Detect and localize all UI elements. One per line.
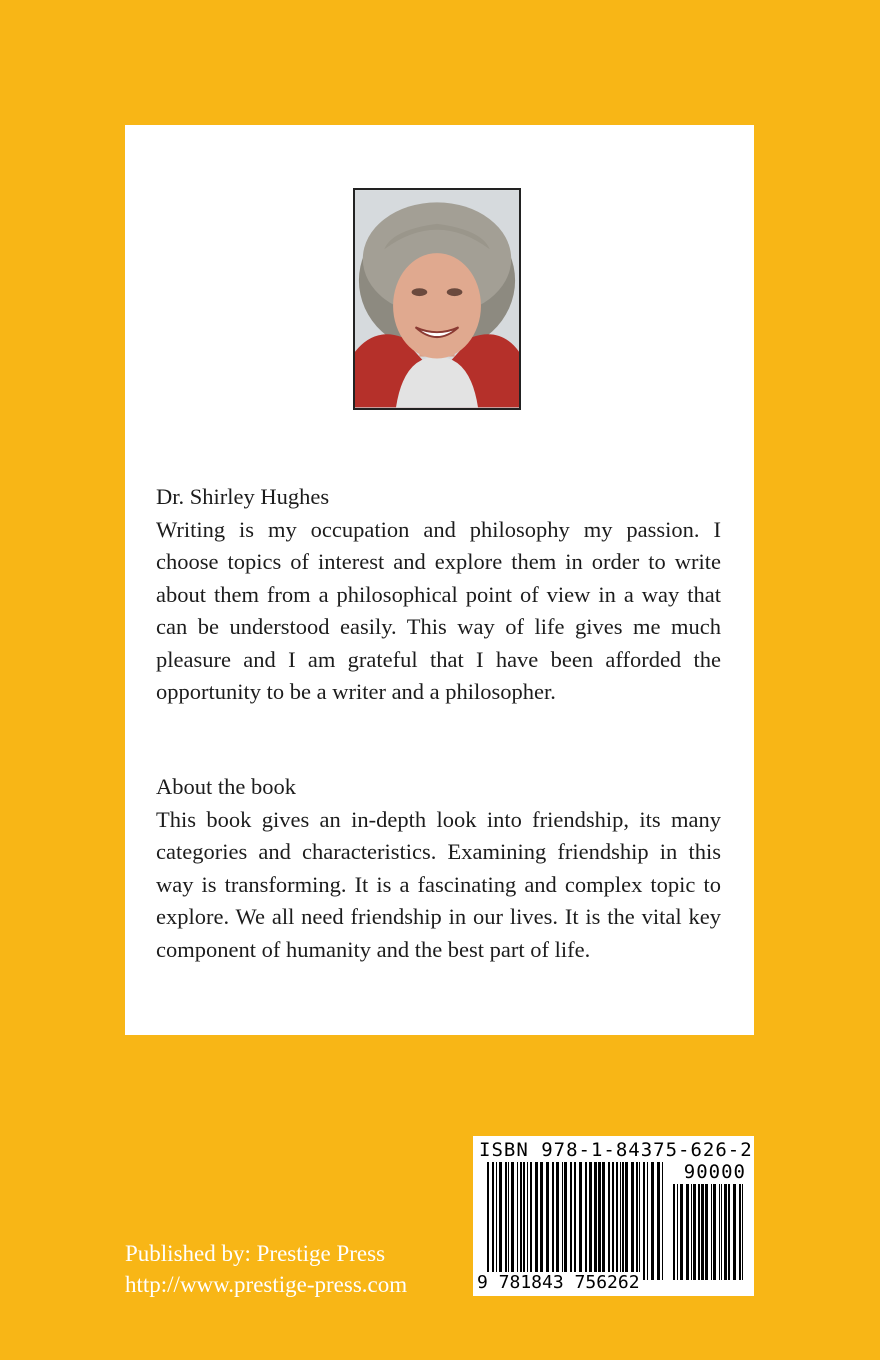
barcode-bar [625, 1162, 628, 1280]
addon-barcode-bars [673, 1184, 747, 1280]
barcode-bar [556, 1162, 559, 1280]
barcode-bar [598, 1162, 601, 1280]
barcode-bar [608, 1162, 610, 1280]
publisher-url: http://www.prestige-press.com [125, 1272, 408, 1297]
barcode-bar [643, 1162, 645, 1280]
barcode-bar [589, 1162, 592, 1280]
publisher-line: Published by: Prestige Press [125, 1241, 386, 1266]
barcode-bar [540, 1162, 543, 1280]
barcode-bar [552, 1162, 554, 1280]
barcode-bar [693, 1184, 696, 1280]
isbn-text: ISBN 978-1-84375-626-2 [479, 1139, 753, 1161]
barcode-bar [505, 1162, 507, 1280]
price-code-text: 90000 [683, 1161, 746, 1183]
barcode-bar [546, 1162, 549, 1280]
barcode-bar [594, 1162, 597, 1280]
about-book-heading: About the book [156, 774, 296, 799]
barcode-bar [574, 1162, 576, 1280]
author-bio-section [156, 481, 721, 709]
barcode-bar [739, 1184, 741, 1280]
barcode-bar [496, 1162, 497, 1280]
author-name: Dr. Shirley Hughes [156, 484, 330, 509]
barcode-bar [520, 1162, 522, 1280]
barcode-bar [527, 1162, 528, 1280]
barcode-bar [530, 1162, 532, 1280]
barcode-bar [499, 1162, 502, 1280]
barcode-bar [602, 1162, 605, 1280]
barcode-bar [721, 1184, 722, 1280]
author-photo [353, 188, 521, 410]
barcode-bar [647, 1162, 648, 1280]
barcode-bar [651, 1162, 654, 1280]
about-book-section [156, 771, 721, 966]
back-cover-panel [125, 125, 754, 1035]
barcode-bar [622, 1162, 624, 1280]
barcode-bar [511, 1162, 514, 1280]
barcode-bar [585, 1162, 587, 1280]
ean-barcode-bars [487, 1162, 667, 1280]
barcode-bar [492, 1162, 494, 1280]
barcode-bar [691, 1184, 692, 1280]
barcode-bar [562, 1162, 563, 1280]
author-portrait-image [355, 190, 519, 408]
barcode-bar [612, 1162, 614, 1280]
barcode-bar [686, 1184, 689, 1280]
barcode-bar [728, 1184, 730, 1280]
barcode-bar [701, 1184, 704, 1280]
barcode-bar [535, 1162, 538, 1280]
barcode-bar [636, 1162, 638, 1280]
barcode-bar [579, 1162, 582, 1280]
barcode-bar [487, 1162, 489, 1280]
barcode-bar [631, 1162, 634, 1280]
barcode-bar [713, 1184, 716, 1280]
barcode-bar [657, 1162, 660, 1280]
barcode-bar [705, 1184, 708, 1280]
barcode-bar [742, 1184, 743, 1280]
author-bio-text: Writing is my occupation and philosophy my passion. I choose topics of interest and explore them in order to write about them from a philosophical point of view in a way that can be understood easily. This way of life gives me much pleasure and I am grateful that I have been afforded the opportunity to be a writer and a philosopher. [156, 516, 721, 704]
ean-digits-text: 9 781843 756262 [477, 1272, 640, 1293]
barcode-bar [680, 1184, 683, 1280]
barcode-bar [564, 1162, 567, 1280]
barcode-bar [677, 1184, 678, 1280]
barcode-bar [733, 1184, 736, 1280]
about-book-text: This book gives an in-depth look into friendship, its many categories and characteristics. Examining friendship in this way is transforming. It is a fascinating and complex topic to explore. We all need friendship in our lives. It is the vital key component of humanity and the best part of life. [156, 806, 721, 962]
barcode-bar [698, 1184, 700, 1280]
publisher-info [125, 1238, 407, 1300]
barcode-bar [508, 1162, 509, 1280]
barcode-bar [517, 1162, 518, 1280]
barcode-bar [523, 1162, 525, 1280]
barcode-bar [673, 1184, 675, 1280]
barcode-bar [719, 1184, 720, 1280]
barcode-bar [620, 1162, 621, 1280]
barcode-bar [570, 1162, 572, 1280]
barcode-bar [724, 1184, 727, 1280]
barcode-bar [711, 1184, 712, 1280]
barcode-bar [616, 1162, 618, 1280]
barcode-bar [639, 1162, 640, 1280]
isbn-barcode [473, 1136, 754, 1296]
barcode-bar [662, 1162, 663, 1280]
